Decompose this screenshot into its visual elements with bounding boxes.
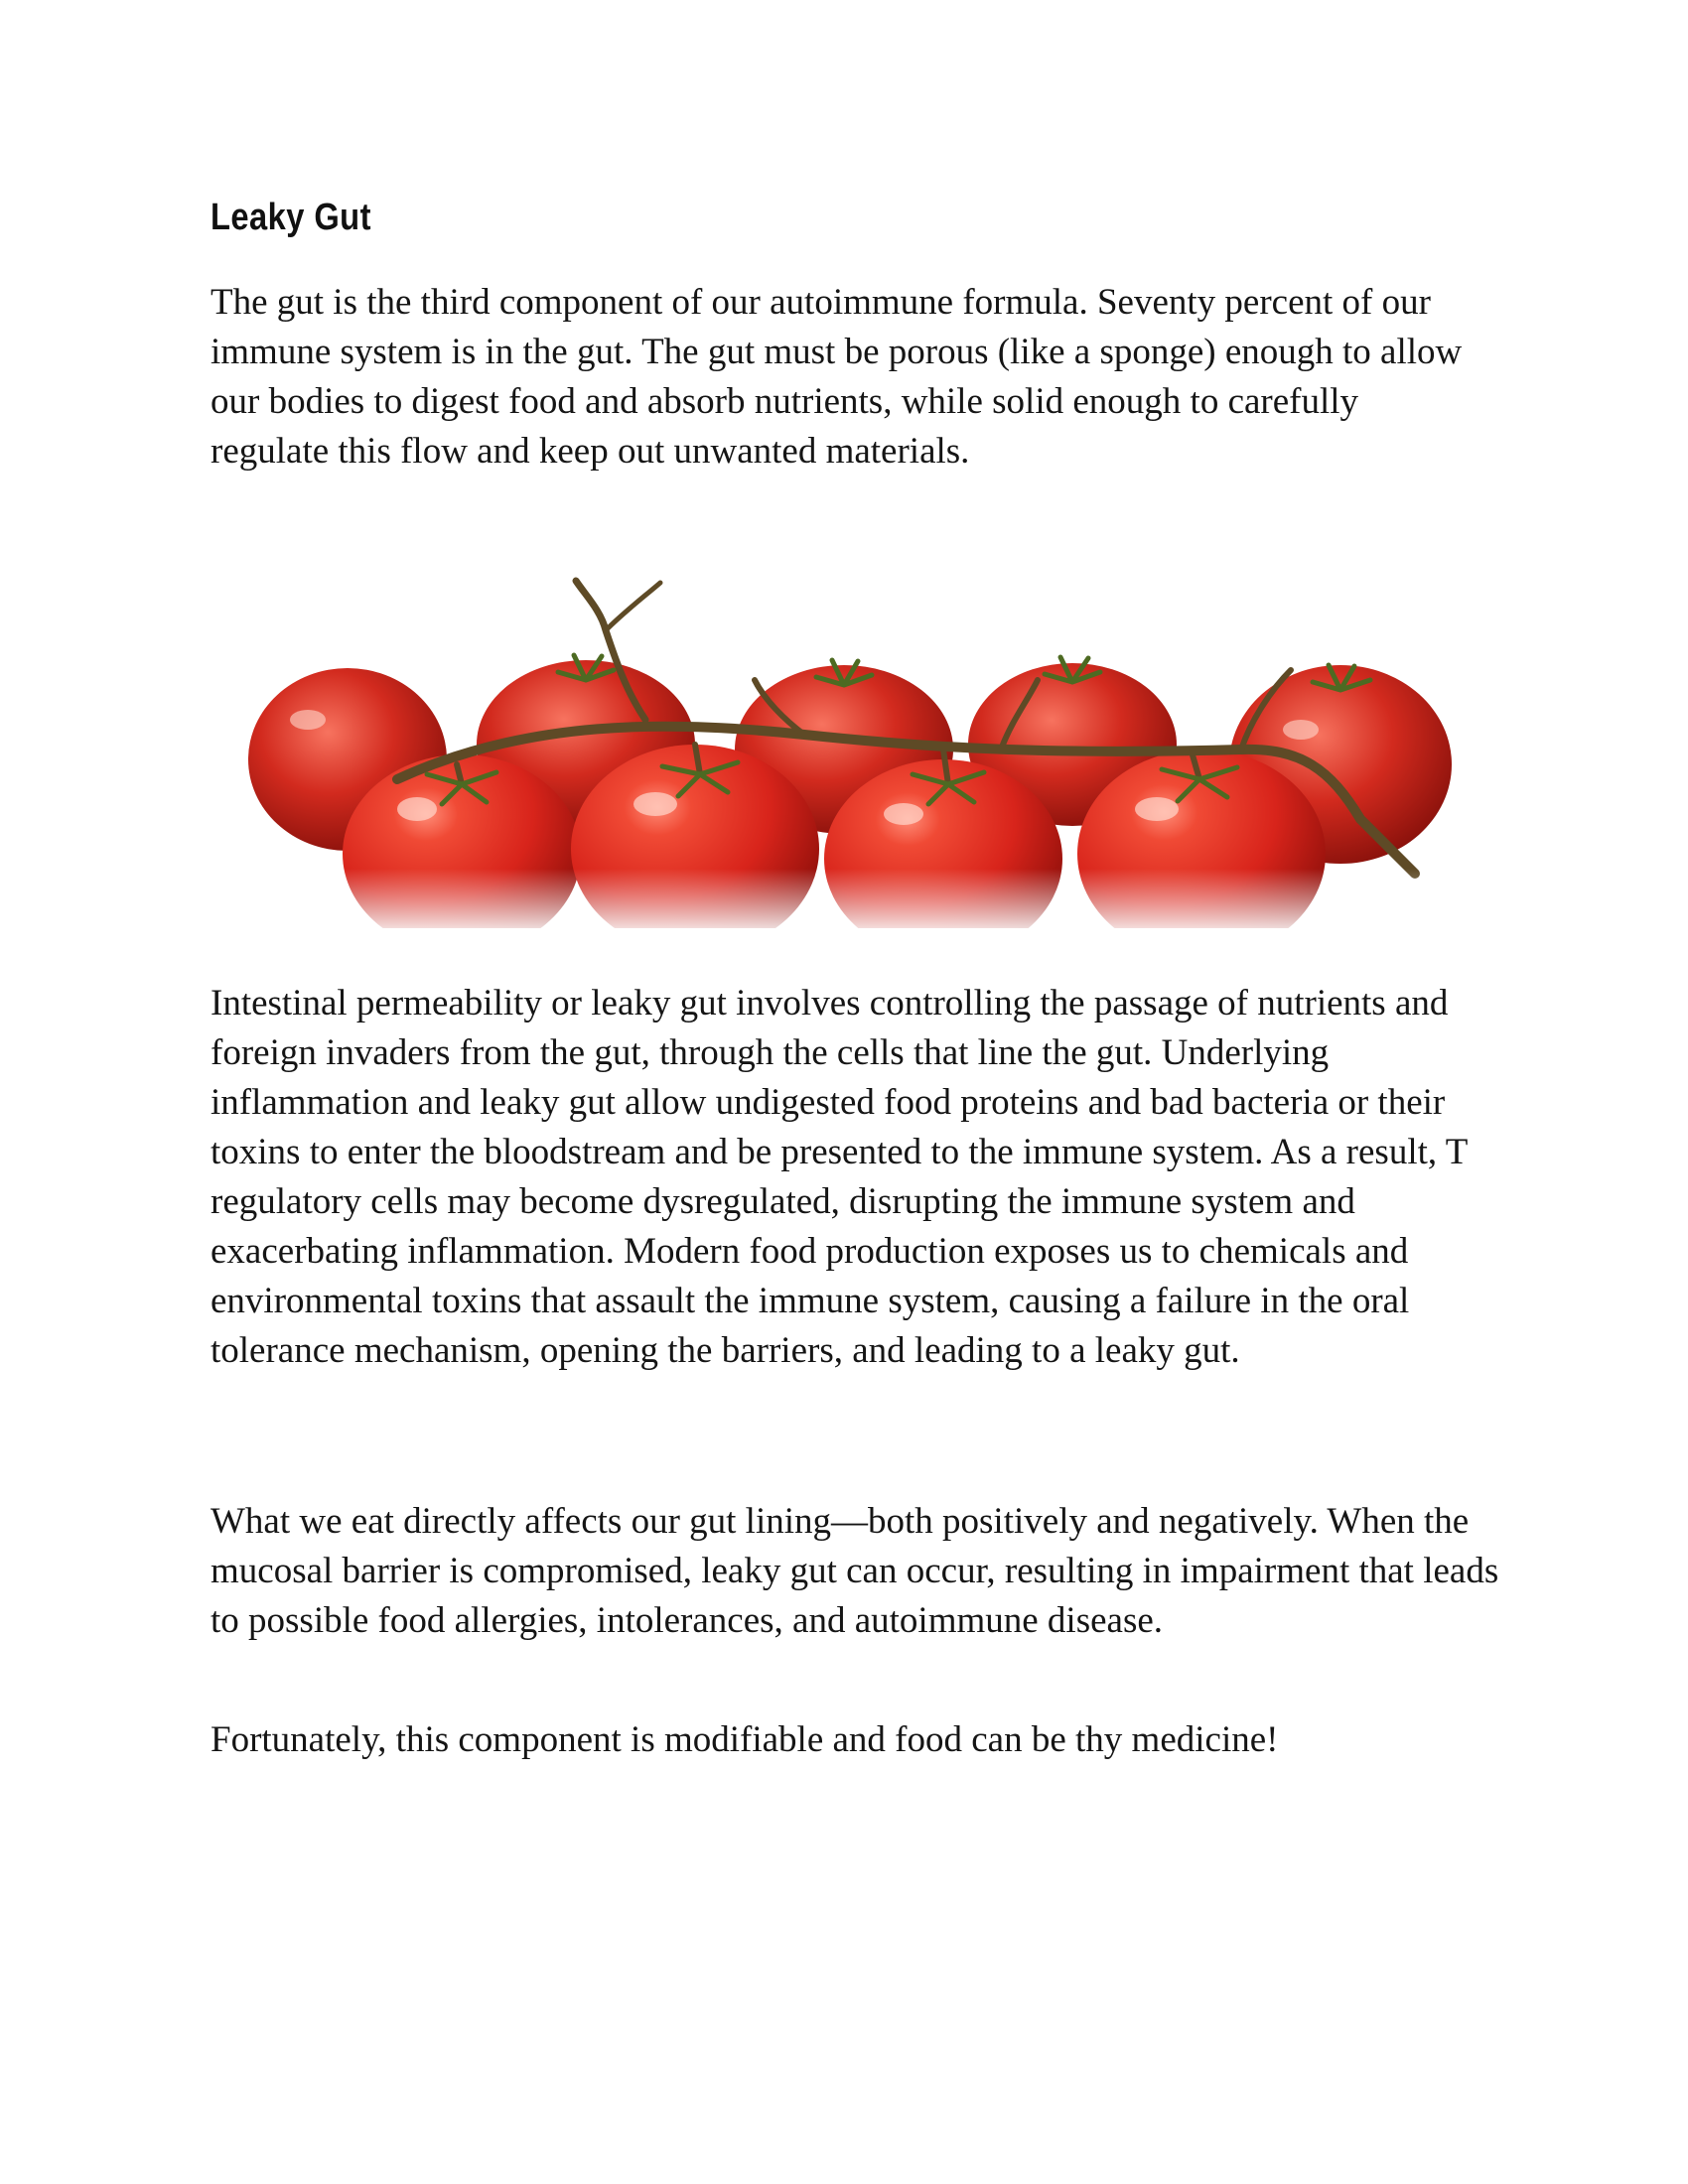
tomatoes-image (248, 571, 1460, 928)
paragraph-intro: The gut is the third component of our autoimmune formula. Seventy percent of our immune system is in the gut. The gut must be porous (like a sponge) enough to allow our bodies to digest food and absorb nutrients, while solid enough to carefully regulate this flow and keep out unwanted materials. (211, 282, 1463, 472)
paragraph-conclusion: Fortunately, this component is modifiable and food can be thy medicine! (211, 1719, 1279, 1760)
paragraph-diet: What we eat directly affects our gut lining—both positively and negatively. When the mucosal barrier is compromised, leaky gut can occur, resulting in impairment that leads to possible food allergies, intolerances, and autoimmune disease. (211, 1501, 1499, 1641)
section-heading: Leaky Gut (211, 197, 371, 238)
paragraph-permeability: Intestinal permeability or leaky gut involves controlling the passage of nutrients and foreign invaders from the gut, through the cells that line the gut. Underlying inflammation and leaky gut allow undigested food proteins and bad bacteria or their toxins to enter the bloodstream and be presented to the immune system. As a result, T regulatory cells may become dysregulated, disrupting the immune system and exacerbating inflammation. Modern food production exposes us to chemicals and environmental toxins that assault the immune system, causing a failure in the oral tolerance mechanism, opening the barriers, and leading to a leaky gut. (211, 983, 1468, 1371)
